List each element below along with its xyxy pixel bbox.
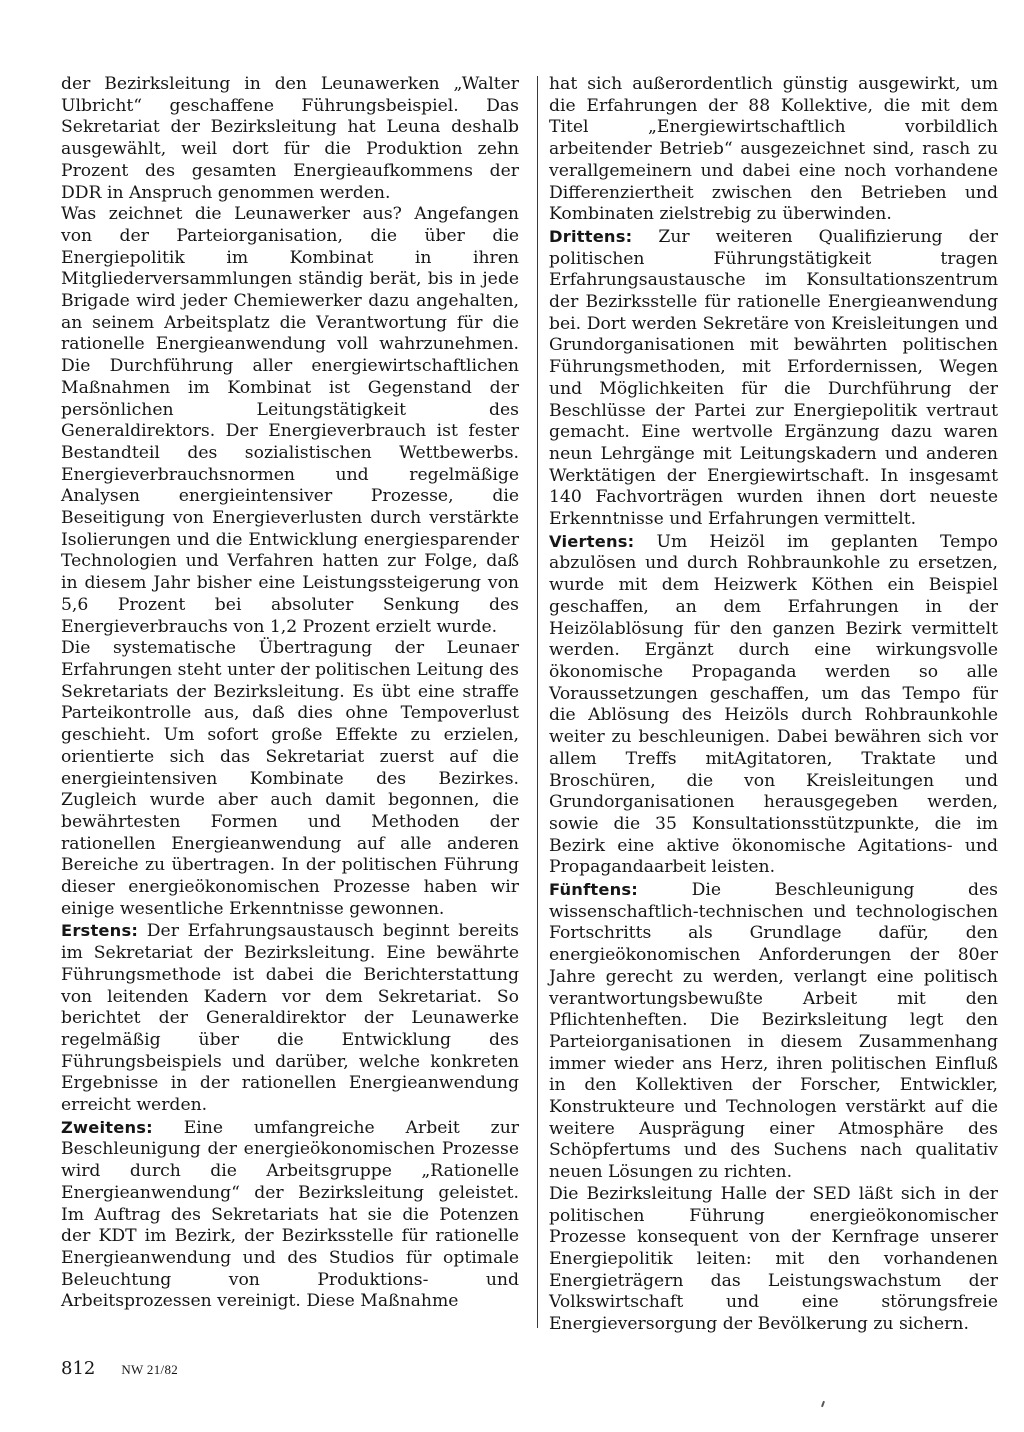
paragraph-text: Um Heizöl im geplanten Tempo abzulösen und durch Rohbraunkohle zu ersetzen, wurde mit dem Heizwerk Köthen ein Beispiel geschaffen, an dem Erfahrungen in der Heizölablösung für den ganzen Bezirk vermittelt werden. Ergänzt durch eine wirkungsvolle ökonomische Propaganda werden so alle Voraussetzungen geschaffen, um das Tempo für die Ablösung des Heizöls durch Rohbraunkohle weiter zu beschleunigen. Dabei bewähren sich vor allem Treffs mitAgitatoren, Traktate und Broschüren, die von Kreisleitungen und Grundorganisationen herausgegeben werden, sowie die 35 Konsultationsstützpunkte, die im Bezirk eine aktive ökonomische Agitations- und Propagandaarbeit leisten.	[549, 531, 998, 878]
paragraph	[549, 531, 998, 879]
column-divider	[537, 76, 538, 1328]
paragraph: Die systematische Übertragung der Leunaer Erfahrungen steht unter der politischen Leitung des Sekretariats der Bezirksleitung. Es übt eine straffe Parteikontrolle aus, daß dies ohne Tempoverlust geschieht. Um sofort große Effekte zu erzielen, orientierte sich das Sekretariat zuerst auf die energieintensiven Kombinate des Bezirkes. Zugleich wurde aber auch damit begonnen, die bewährtesten Formen und Methoden der rationellen Energieanwendung auf alle anderen Bereiche zu übertragen. In der politischen Führung dieser energieökonomischen Prozesse haben wir einige wesentliche Erkenntnisse gewonnen.	[61, 638, 519, 919]
scan-speck	[821, 1401, 825, 1407]
paragraph	[61, 920, 519, 1116]
paragraph: Die Bezirksleitung Halle der SED läßt sich in der politischen Führung energieökonomischer Prozesse konsequent von der Kernfrage unserer Energiepolitik leiten: mit den vorhandenen Energieträgern das Leistungswachstum der Volkswirtschaft und eine störungsfreie Energieversorgung der Bevölkerung zu sichern.	[549, 1183, 998, 1335]
paragraph-text: Zur weiteren Qualifizierung der politischen Führungstätigkeit tragen Erfahrungsaustausche im Konsultationszentrum der Bezirksstelle für rationelle Energieanwendung bei. Dort werden Sekretäre von Kreisleitungen und Grundorganisationen mit bewährten politischen Führungsmethoden, mit Erfordernissen, Wegen und Möglichkeiten für die Durchführung der Beschlüsse der Partei zur Energiepolitik vertraut gemacht. Eine wertvolle Ergänzung dazu waren neun Lehrgänge mit Leitungskadern und anderen Werktätigen der Energiewirtschaft. In insgesamt 140 Fachvorträgen wurden ihnen dort neueste Erkenntnisse und Erfahrungen vermittelt.	[549, 226, 998, 530]
section-lead-erstens: Erstens:	[61, 921, 139, 941]
page-number: 812	[61, 1358, 96, 1379]
section-lead-zweitens: Zweitens:	[61, 1117, 153, 1137]
paragraph-text: Die Beschleunigung des wissenschaftlich-technischen und technologischen Fortschritts als Grundlage dafür, den energieökonomischen Anforderungen der 80er Jahre gerecht zu werden, verlangt eine politisch verantwortungsbewußte Arbeit mit den Pflichtenheften. Die Bezirksleitung legt den Parteiorganisationen in diesem Zusammenhang immer wieder ans Herz, ihren politischen Einfluß in den Kollektiven der Forscher, Entwickler, Konstrukteure und Technologen verstärkt auf die weitere Ausprägung einer Atmosphäre des Schöpfertums und des Suchens nach qualitativ neuen Lösungen zu richten.	[549, 880, 998, 1183]
text-column-left	[61, 74, 519, 1313]
page-footer	[61, 1358, 178, 1379]
paragraph-text: Der Erfahrungsaustausch beginnt bereits im Sekretariat der Bezirksleitung. Eine bewährte Führungsmethode ist dabei die Berichterstattung von leitenden Kadern vor dem Sekretariat. So berichtet der Generaldirektor der Leunawerke regelmäßig über die Entwicklung des Führungsbeispiels und darüber, welche konkreten Ergebnisse in der rationellen Energieanwendung erreicht werden.	[61, 921, 519, 1116]
paragraph: Was zeichnet die Leunawerker aus? Angefangen von der Parteiorganisation, die über die Energiepolitik im Kombinat in ihren Mitgliederversammlungen ständig berät, bis in jede Brigade wird jeder Chemiewerker dazu angehalten, an seinem Arbeitsplatz die Verantwortung für die rationelle Energieanwendung voll wahrzunehmen. Die Durchführung aller energiewirtschaftlichen Maßnahmen im Kombinat ist Gegenstand der persönlichen Leitungstätigkeit des Generaldirektors. Der Energieverbrauch ist fester Bestandteil des sozialistischen Wettbewerbs. Energieverbrauchsnormen und regelmäßige Analysen energieintensiver Prozesse, die Beseitigung von Energieverlusten durch verstärkte Isolierungen und die Entwicklung energiesparender Technologien und Verfahren hatten zur Folge, daß in diesem Jahr bisher eine Leistungssteigerung von 5,6 Prozent bei absoluter Senkung des Energieverbrauchs von 1,2 Prozent erzielt wurde.	[61, 204, 519, 637]
paragraph	[549, 226, 998, 531]
text-column-right	[549, 74, 998, 1336]
section-lead-viertens: Viertens:	[549, 531, 635, 551]
paragraph	[549, 879, 998, 1184]
paragraph: der Bezirksleitung in den Leunawerken „Walter Ulbricht“ geschaffene Führungsbeispiel. Das Sekretariat der Bezirksleitung hat Leuna deshalb ausgewählt, weil dort für die Produktion zehn Prozent des gesamten Energieaufkommens der DDR in Anspruch genommen werden.	[61, 74, 519, 203]
issue-reference: NW 21/82	[121, 1362, 179, 1377]
section-lead-drittens: Drittens:	[549, 226, 633, 246]
paragraph-text: Eine umfangreiche Arbeit zur Beschleunigung der energieökonomischen Prozesse wird durch die Arbeitsgruppe „Rationelle Energieanwendung“ der Bezirksleitung geleistet. Im Auftrag des Sekretariats hat sie die Potenzen der KDT im Bezirk, der Bezirksstelle für rationelle Energieanwendung und des Studios für optimale Beleuchtung von Produktions- und Arbeitsprozessen vereinigt. Diese Maßnahme	[61, 1117, 519, 1312]
section-lead-fuenftens: Fünftens:	[549, 880, 638, 900]
paragraph: hat sich außerordentlich günstig ausgewirkt, um die Erfahrungen der 88 Kollektive, die mit dem Titel „Energiewirtschaftlich vorbildlich arbeitender Betrieb“ ausgezeichnet sind, rasch zu verallgemeinern und dabei eine noch vorhandene Differenziertheit zwischen den Betrieben und Kombinaten zielstrebig zu überwinden.	[549, 74, 998, 225]
paragraph	[61, 1117, 519, 1313]
